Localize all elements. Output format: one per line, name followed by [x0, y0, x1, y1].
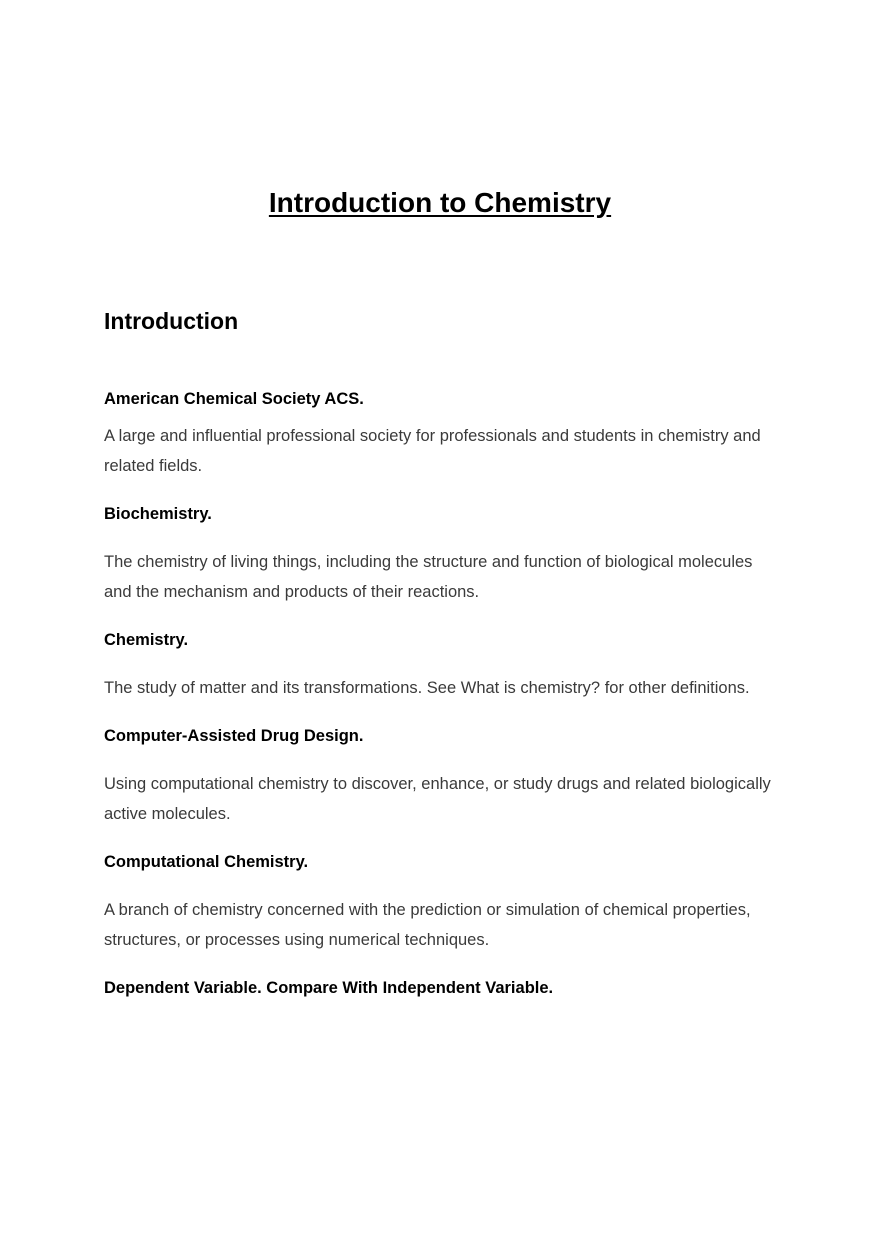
- glossary-entry: [104, 629, 784, 703]
- glossary-definition: The chemistry of living things, including the structure and function of biological molecules and the mechanism and products of their reactions.: [104, 553, 753, 601]
- section-heading: Introduction: [104, 308, 239, 334]
- glossary-definition: Using computational chemistry to discover, enhance, or study drugs and related biologically active molecules.: [104, 775, 771, 823]
- glossary-entry: [104, 503, 784, 607]
- glossary-entry: [104, 725, 784, 829]
- document-title: Introduction to Chemistry: [268, 187, 612, 218]
- glossary-term: Computer-Assisted Drug Design.: [104, 727, 364, 745]
- glossary-entry: [104, 977, 784, 999]
- glossary-term: American Chemical Society ACS.: [104, 390, 364, 408]
- glossary-definition: A large and influential professional society for professionals and students in chemistry and related fields.: [104, 427, 761, 475]
- glossary-term: Chemistry.: [104, 631, 189, 649]
- glossary-list: [104, 388, 784, 999]
- glossary-entry: [104, 851, 784, 955]
- glossary-term: Dependent Variable. Compare With Independent Variable.: [104, 979, 554, 997]
- glossary-definition: A branch of chemistry concerned with the prediction or simulation of chemical properties, structures, or processes using numerical techniques.: [104, 901, 751, 949]
- glossary-entry: [104, 388, 784, 481]
- glossary-term: Biochemistry.: [104, 505, 212, 523]
- glossary-definition: The study of matter and its transformations. See What is chemistry? for other definitions.: [104, 679, 750, 697]
- glossary-term: Computational Chemistry.: [104, 853, 309, 871]
